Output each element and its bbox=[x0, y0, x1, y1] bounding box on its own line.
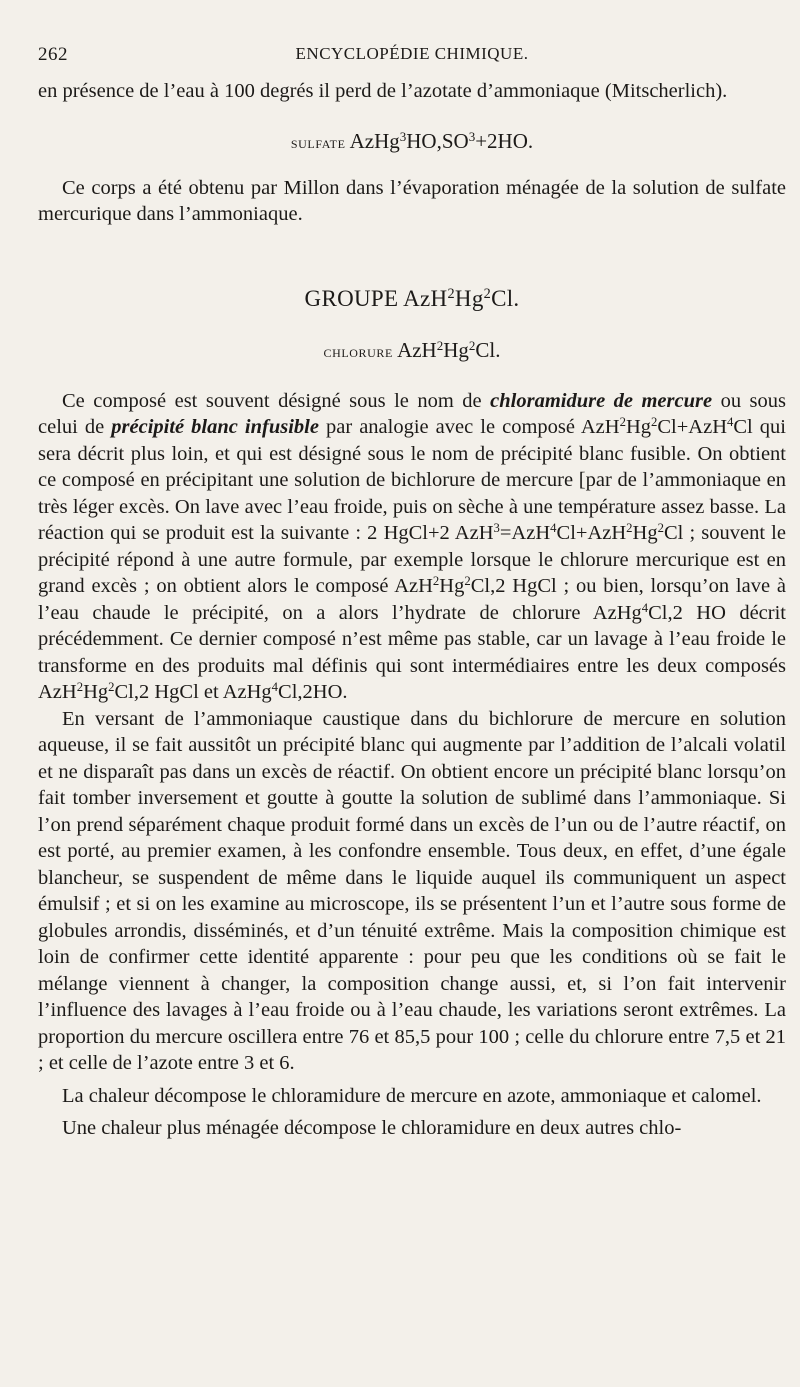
intro-line: en présence de l’eau à 100 degrés il perd de l’azotate d’ammoniaque (Mitscherlich). bbox=[38, 80, 728, 102]
formula-part: Hg bbox=[454, 285, 484, 311]
text-run: Cl,2 HgCl et AzHg bbox=[114, 681, 272, 703]
emphasis: précipité blanc infusible bbox=[111, 416, 319, 438]
formula-part: Hg bbox=[443, 337, 469, 362]
formula-sup: 2 bbox=[432, 574, 440, 589]
text-run: Hg bbox=[632, 522, 658, 544]
formula-sup: 2 bbox=[626, 521, 633, 536]
formula-sup: 2 bbox=[651, 415, 658, 430]
group-heading bbox=[38, 284, 786, 314]
text-run: par analogie avec le composé AzH bbox=[318, 416, 620, 438]
text-run: Hg bbox=[625, 416, 652, 438]
text-run: Cl,2HO. bbox=[278, 681, 348, 703]
formula-sup: 2 bbox=[483, 285, 492, 302]
text-run: Cl qui sera décrit plus loin, et qui est désigné sous le nom de précipité blanc fusible. On obtient ce composé en précipitant une solution de bichlorure de mercure [par de l’ammoniaque en très léger excès. On lave avec l’eau froide, puis on sèche à une température assez basse. La réaction qui se produit est la suivante : 2 HgCl+2 AzH bbox=[38, 416, 786, 544]
formula-sup: 2 bbox=[76, 680, 84, 695]
running-header bbox=[38, 40, 786, 70]
formula-part: +2HO. bbox=[475, 128, 534, 153]
formula-sup: 2 bbox=[619, 415, 626, 430]
text-run: Ce composé est souvent désigné sous le nom de bbox=[62, 389, 491, 412]
formula-sup: 4 bbox=[550, 521, 557, 536]
text-run: Cl,2 HgCl ; ou bien, lorsqu’on lave à l’eau chaude le précipité, on a alors l’hydrate de chlorure AzHg bbox=[38, 575, 786, 624]
text-run: Cl,2 HO décrit précédemment. Ce dernier composé n’est même pas stable, car un lavage à l’eau froide le transforme en des produits mal définis qui sont intermédiaires entre les deux composés AzH bbox=[38, 601, 786, 703]
formula-sup: 4 bbox=[641, 600, 649, 615]
text-run: =AzH bbox=[499, 522, 551, 544]
sulfate-paragraph: Ce corps a été obtenu par Millon dans l’évaporation ménagée de la solution de sulfate mercurique dans l’ammoniaque. bbox=[38, 176, 786, 225]
formula-sup: 2 bbox=[464, 574, 471, 589]
heat-paragraph: La chaleur décompose le chloramidure de mercure en azote, ammoniaque et calomel. bbox=[62, 1084, 762, 1107]
formula-sup: 2 bbox=[447, 285, 455, 302]
sulfate-heading bbox=[38, 127, 786, 157]
emphasis: chloramidure de mercure bbox=[490, 389, 713, 412]
running-title: ENCYCLOPÉDIE CHIMIQUE. bbox=[295, 44, 529, 63]
formula-part: AzHg bbox=[349, 128, 400, 153]
formula-part: HO,SO bbox=[406, 128, 469, 153]
formula-sup: 2 bbox=[468, 337, 476, 353]
chlorure-heading bbox=[38, 336, 786, 366]
ammonia-paragraph: En versant de l’ammoniaque caustique dans du bichlorure de mercure en solution aqueuse, il se fait aussitôt un précipité blanc qui augmente par l’addition de l’alcali volatil et ne disparaît pas dans un excès de réactif. On obtient encore un précipité blanc lorsqu’on fait tomber inversement et goutte à goutte la solution de sublimé dans l’ammoniaque. Si l’on prend séparément chaque produit formé dans un excès de l’un ou de l’autre réactif, on est porté, au premier examen, à les confondre ensemble. Tous deux, en effet, d’une égale blancheur, se suspendent de même dans le liquide auquel ils communiquent un aspect émulsif ; et si on les examine au microscope, ils se présentent l’un et l’autre sous forme de globules arrondis, disséminés, et d’un ténuité extrême. Mais la composition chimique est loin de confirmer cette identité apparente : pour peu que les conditions où se fait le mélange viennent à changer, la composition change aussi, et, si l’on fait intervenir l’influence des lavages à l’eau froide ou à l’eau chaude, les variations seront extrêmes. La proportion du mercure oscillera entre 76 et 85,5 pour 100 ; celle du chlorure entre 7,5 et 21 ; et celle de l’azote entre 3 et 6. bbox=[38, 707, 786, 1074]
page-body bbox=[38, 78, 786, 1142]
formula-sup: 4 bbox=[727, 415, 734, 430]
text-run: Cl ; souvent le précipité répond à une autre formule, par exemple lorsque le chlorure mercurique est en grand excès ; on obtient alors le composé AzH bbox=[38, 522, 786, 597]
formula-sup: 3 bbox=[493, 521, 500, 536]
formula-part: Cl. bbox=[491, 285, 520, 311]
text-run: Hg bbox=[439, 575, 465, 597]
text-run: Cl+AzH bbox=[657, 416, 728, 438]
text-run: Cl+AzH bbox=[556, 522, 627, 544]
formula-sup: 4 bbox=[271, 680, 279, 695]
formula-sup: 3 bbox=[468, 128, 476, 144]
gentle-heat-paragraph: Une chaleur plus ménagée décompose le chloramidure en deux autres chlo- bbox=[62, 1117, 682, 1139]
formula-sup: 2 bbox=[436, 337, 444, 353]
formula-sup: 2 bbox=[657, 521, 664, 536]
formula-sup: 3 bbox=[399, 128, 407, 144]
formula-part: AzH bbox=[397, 337, 437, 362]
chlorure-label: chlorure bbox=[323, 341, 393, 361]
chloramidure-paragraph bbox=[38, 388, 786, 706]
text-run: ou sous celui de bbox=[38, 389, 786, 438]
page-number: 262 bbox=[38, 44, 68, 65]
text-run: Hg bbox=[83, 681, 109, 703]
formula-sup: 2 bbox=[108, 680, 115, 695]
formula-part: GROUPE AzH bbox=[304, 285, 448, 311]
formula-part: Cl. bbox=[475, 337, 501, 362]
sulfate-label: sulfate bbox=[290, 132, 346, 152]
